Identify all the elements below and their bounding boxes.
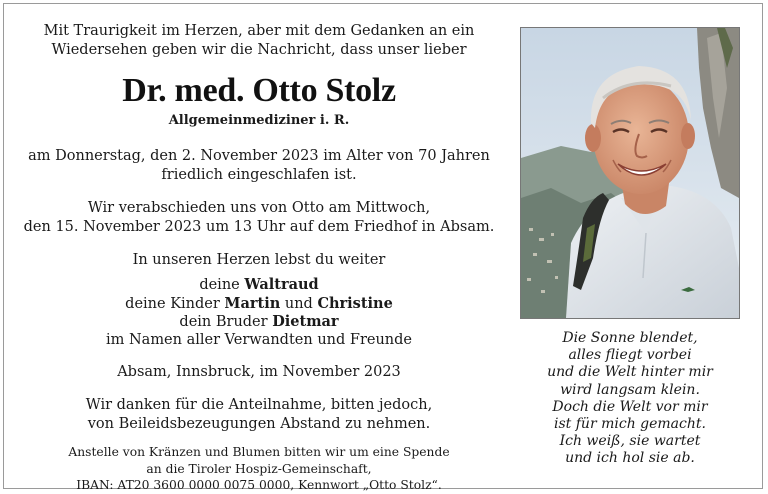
family-children: deine Kinder Martin und Christine — [125, 294, 393, 312]
portrait-photo — [520, 27, 740, 319]
family-wife: deine Waltraud — [199, 276, 319, 293]
deceased-name: Dr. med. Otto Stolz — [122, 72, 396, 109]
poem-line: Ich weiß, sie wartet — [559, 433, 701, 450]
family-list — [20, 276, 498, 349]
poem-line: Die Sonne blendet, — [562, 330, 698, 346]
donation-line: Anstelle von Kränzen und Blumen bitten wir um eine Spende — [68, 445, 450, 459]
thanks-line: Wir danken für die Anteilnahme, bitten jedoch, — [85, 397, 433, 413]
donation-line: an die Tiroler Hospiz-Gemeinschaft, — [146, 461, 372, 476]
deceased-title: Allgemeinmediziner i. R. — [168, 113, 350, 128]
funeral-info-line: Wir verabschieden uns von Otto am Mittwoch, — [87, 200, 431, 216]
brother-name: Dietmar — [272, 313, 339, 330]
poem-line: wird langsam klein. — [560, 381, 700, 398]
poem-line: Doch die Welt vor mir — [552, 398, 708, 415]
child-name: Martin — [224, 294, 281, 312]
obituary-text-column — [20, 22, 498, 494]
death-info-line: am Donnerstag, den 2. November 2023 im Alter von 70 Jahren — [28, 148, 490, 164]
poem-line: alles fliegt vorbei — [568, 347, 692, 364]
poem-line: und die Welt hinter mir — [547, 364, 713, 381]
intro-line: Mit Traurigkeit im Herzen, aber mit dem Gedanken an ein — [43, 23, 475, 39]
thanks-line: von Beileidsbezeugungen Abstand zu nehmen. — [87, 416, 431, 432]
family-brother: dein Bruder Dietmar — [179, 313, 339, 330]
poem-line: ist für mich gemacht. — [554, 416, 706, 433]
donation-line: IBAN: AT20 3600 0000 0075 0000, Kennwort „Otto Stolz“. — [76, 478, 442, 492]
wife-name: Waltraud — [244, 276, 319, 293]
hearts-line: In unseren Herzen lebst du weiter — [132, 252, 386, 268]
place-date: Absam, Innsbruck, im November 2023 — [117, 364, 401, 380]
poem-line: und ich hol sie ab. — [565, 450, 695, 467]
death-info-line: friedlich eingeschlafen ist. — [161, 167, 357, 183]
poem — [520, 330, 740, 468]
funeral-info-line: den 15. November 2023 um 13 Uhr auf dem Friedhof in Absam. — [23, 219, 495, 235]
family-relatives: im Namen aller Verwandten und Freunde — [105, 331, 412, 348]
child-name: Christine — [317, 294, 393, 312]
intro-line: Wiedersehen geben wir die Nachricht, dass unser lieber — [51, 42, 467, 58]
